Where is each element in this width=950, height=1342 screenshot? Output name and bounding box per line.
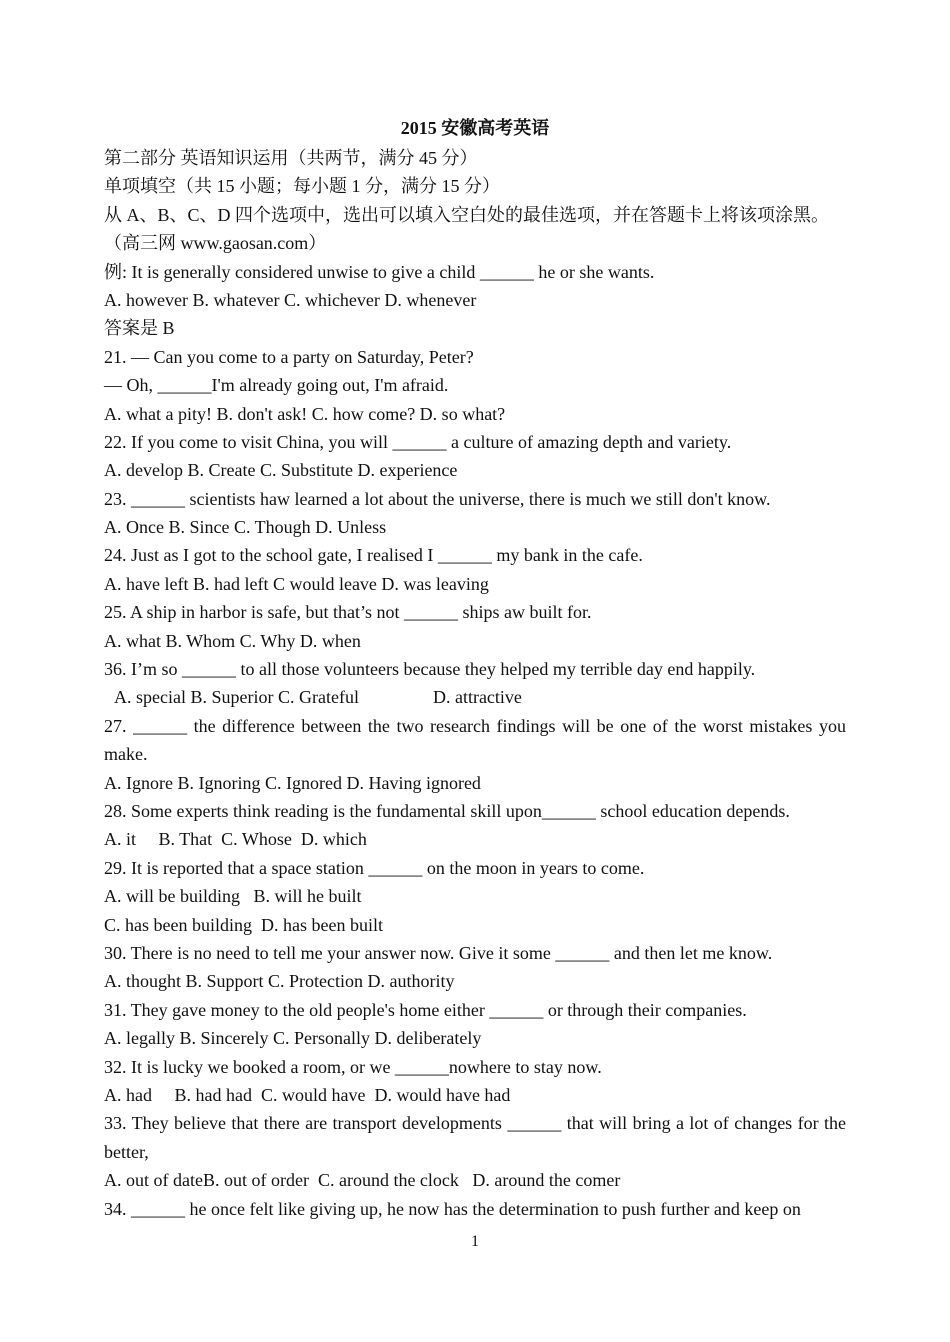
- instructions: 从 A、B、C、D 四个选项中，选出可以填入空白处的最佳选项，并在答题卡上将该项涂黑。: [104, 204, 830, 225]
- question-21-options: A. what a pity! B. don't ask! C. how come? D. so what?: [104, 403, 506, 424]
- question-30-options: A. thought B. Support C. Protection D. authority: [104, 971, 455, 992]
- question-26-options-abc: A. special B. Superior C. Grateful: [114, 687, 359, 708]
- document-body: [104, 144, 846, 1223]
- example-question: 例: It is generally considered unwise to give a child ______ he or she wants.: [104, 261, 655, 282]
- section-heading: 第二部分 英语知识运用（共两节，满分 45 分）: [104, 148, 478, 168]
- question-27: 27. ______ the difference between the two research findings will be one of the worst mistakes you make.: [104, 715, 846, 765]
- subsection-heading: 单项填空（共 15 小题；每小题 1 分，满分 15 分）: [104, 176, 500, 197]
- question-21-reply: — Oh, ______I'm already going out, I'm afraid.: [104, 375, 449, 396]
- question-23: 23. ______ scientists haw learned a lot about the universe, there is much we still don't know.: [104, 488, 771, 509]
- document-title: 2015 安徽高考英语: [400, 118, 550, 138]
- question-22-options: A. develop B. Create C. Substitute D. experience: [104, 460, 458, 481]
- question-26: 36. I’m so ______ to all those volunteers because they helped my terrible day end happily.: [104, 659, 756, 680]
- question-31: 31. They gave money to the old people's home either ______ or through their companies.: [104, 999, 747, 1020]
- question-22: 22. If you come to visit China, you will ______ a culture of amazing depth and variety.: [104, 431, 732, 452]
- source-note: （高三网 www.gaosan.com）: [104, 233, 327, 254]
- question-25-options: A. what B. Whom C. Why D. when: [104, 630, 361, 651]
- example-answer: 答案是 B: [104, 318, 175, 339]
- question-28: 28. Some experts think reading is the fundamental skill upon______ school education depends.: [104, 801, 790, 822]
- question-28-options: A. it B. That C. Whose D. which: [104, 829, 367, 850]
- question-24-options: A. have left B. had left C would leave D. was leaving: [104, 573, 489, 594]
- question-24: 24. Just as I got to the school gate, I realised I ______ my bank in the cafe.: [104, 545, 643, 566]
- question-26-option-d: D. attractive: [432, 687, 522, 708]
- question-21: 21. — Can you come to a party on Saturday, Peter?: [104, 346, 474, 367]
- question-29: 29. It is reported that a space station ______ on the moon in years to come.: [104, 857, 645, 878]
- question-25: 25. A ship in harbor is safe, but that’s not ______ ships aw built for.: [104, 602, 592, 623]
- question-27-options: A. Ignore B. Ignoring C. Ignored D. Having ignored: [104, 772, 481, 793]
- question-34: 34. ______ he once felt like giving up, he now has the determination to push further and keep on: [104, 1198, 801, 1219]
- question-29-options-cd: C. has been building D. has been built: [104, 914, 383, 935]
- question-33: 33. They believe that there are transport developments ______ that will bring a lot of changes for the better,: [104, 1113, 846, 1162]
- question-31-options: A. legally B. Sincerely C. Personally D. deliberately: [104, 1028, 482, 1049]
- question-32-options: A. had B. had had C. would have D. would have had: [104, 1084, 511, 1105]
- question-29-options-ab: A. will be building B. will he built: [104, 886, 362, 907]
- question-30: 30. There is no need to tell me your answer now. Give it some ______ and then let me know.: [104, 942, 773, 963]
- question-32: 32. It is lucky we booked a room, or we ______nowhere to stay now.: [104, 1056, 602, 1077]
- question-33-options: A. out of dateB. out of order C. around the clock D. around the comer: [104, 1170, 621, 1191]
- page-number: 1: [471, 1233, 479, 1250]
- example-options: A. however B. whatever C. whichever D. whenever: [104, 289, 477, 310]
- question-26-options: [104, 683, 846, 711]
- question-23-options: A. Once B. Since C. Though D. Unless: [104, 517, 387, 538]
